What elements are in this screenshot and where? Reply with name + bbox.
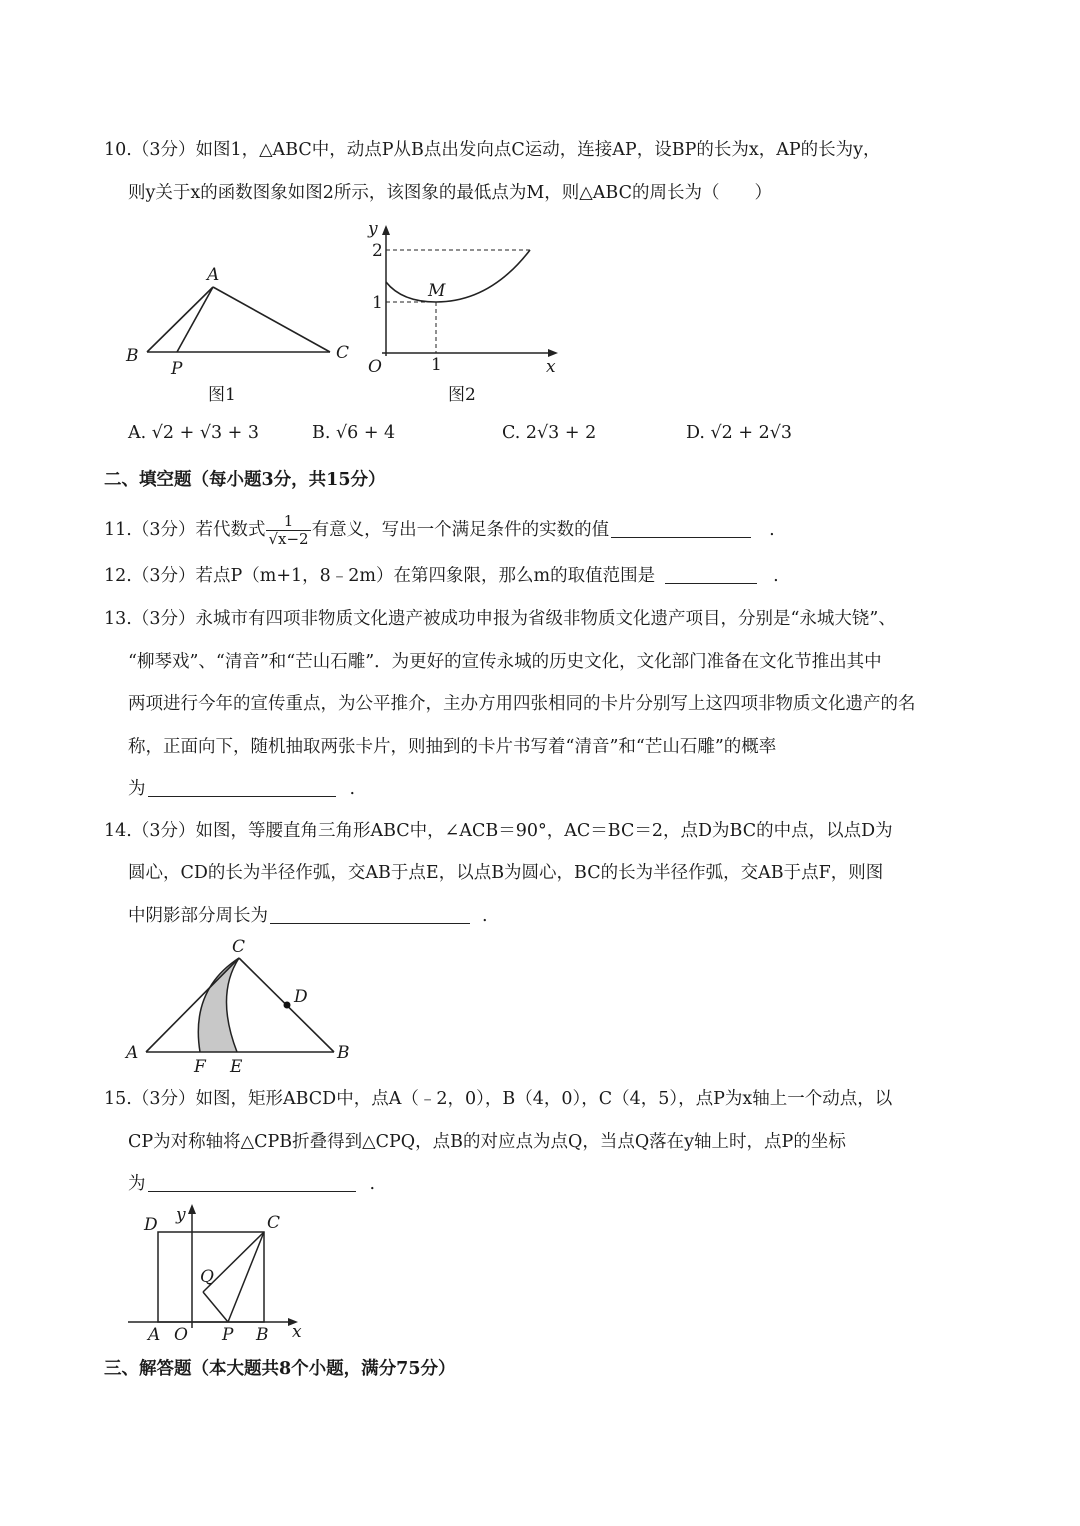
segment-ba bbox=[147, 287, 213, 352]
segment-cp bbox=[228, 1232, 264, 1322]
q11-fraction bbox=[266, 513, 310, 548]
label-d: D bbox=[294, 987, 308, 1007]
label-p: P bbox=[222, 1325, 234, 1345]
q14-figure bbox=[120, 930, 360, 1080]
fig2-caption: 图2 bbox=[448, 385, 476, 405]
q11-line bbox=[104, 513, 775, 548]
tick-x1: 1 bbox=[431, 355, 442, 375]
option-b: B. √6 + 4 bbox=[312, 423, 396, 443]
q13-line4: 称，正面向下，随机抽取两张卡片，则抽到的卡片书写着“清音”和“芒山石雕”的概率 bbox=[128, 737, 777, 757]
section-2-heading: 二、填空题（每小题3分，共15分） bbox=[104, 470, 386, 490]
segment-ap bbox=[177, 287, 213, 352]
option-c: C. 2√3 + 2 bbox=[502, 423, 597, 443]
q13-end: . bbox=[349, 779, 356, 799]
segment-ac bbox=[213, 287, 330, 352]
q15-end: . bbox=[369, 1174, 376, 1194]
q12-text: 12.（3分）若点P（m+1，8﹣2m）在第四象限，那么m的取值范围是 bbox=[104, 566, 656, 586]
label-p: P bbox=[171, 359, 183, 379]
tick-y1: 1 bbox=[372, 293, 383, 313]
function-curve bbox=[386, 250, 530, 302]
fig1-caption: 图1 bbox=[208, 385, 236, 405]
label-q: Q bbox=[200, 1267, 214, 1287]
q11-end: . bbox=[769, 520, 775, 540]
q12-end: . bbox=[773, 566, 779, 586]
q13-line1: 13.（3分）永城市有四项非物质文化遗产被成功申报为省级非物质文化遗产项目，分别是“永城大铙”、 bbox=[104, 609, 896, 629]
q11-answer-blank[interactable] bbox=[611, 519, 751, 538]
y-axis-arrow bbox=[382, 225, 390, 235]
option-a: A. √2 + √3 + 3 bbox=[128, 423, 260, 443]
q13-line2: “柳琴戏”、“清音”和“芒山石雕”．为更好的宣传永城的历史文化，文化部门准备在文化节推出其中 bbox=[128, 652, 882, 672]
label-b: B bbox=[126, 346, 139, 366]
q10-line1: 10.（3分）如图1，△ABC中，动点P从B点出发向点C运动，连接AP，设BP的长为x，AP的长为y， bbox=[104, 140, 881, 160]
label-e: E bbox=[230, 1057, 243, 1077]
axis-label-y: y bbox=[176, 1205, 186, 1225]
label-c: C bbox=[336, 343, 350, 363]
q14-line1: 14.（3分）如图，等腰直角三角形ABC中，∠ACB＝90°，AC＝BC＝2，点D为BC的中点，以点D为 bbox=[104, 821, 893, 841]
q15-line1: 15.（3分）如图，矩形ABCD中，点A（﹣2，0），B（4，0），C（4，5），点P为x轴上一个动点，以 bbox=[104, 1089, 893, 1109]
q15-figure bbox=[120, 1200, 320, 1350]
q11-numerator: 1 bbox=[266, 513, 310, 531]
label-b: B bbox=[256, 1325, 269, 1345]
label-c: C bbox=[267, 1213, 281, 1233]
section-3-heading: 三、解答题（本大题共8个小题，满分75分） bbox=[104, 1359, 456, 1379]
x-axis-arrow bbox=[548, 349, 558, 357]
label-a: A bbox=[126, 1043, 139, 1063]
tick-y2: 2 bbox=[372, 241, 383, 261]
label-f: F bbox=[194, 1057, 206, 1077]
label-c: C bbox=[232, 937, 246, 957]
axis-label-y: y bbox=[368, 219, 378, 239]
q11-prefix: 11.（3分）若代数式 bbox=[104, 520, 266, 540]
axis-label-x: x bbox=[292, 1322, 302, 1342]
q15-prefix: 为 bbox=[128, 1174, 146, 1194]
q14-end: . bbox=[482, 906, 488, 926]
axis-label-x: x bbox=[546, 357, 556, 377]
q14-line3 bbox=[128, 904, 488, 928]
q10-line2: 则y关于x的函数图象如图2所示，该图象的最低点为M，则△ABC的周长为（ ） bbox=[128, 183, 772, 203]
label-m: M bbox=[428, 281, 446, 301]
q11-suffix: 有意义，写出一个满足条件的实数的值 bbox=[311, 520, 610, 540]
q15-line2: CP为对称轴将△CPB折叠得到△CPQ，点B的对应点为点Q，当点Q落在y轴上时，点P的坐标 bbox=[128, 1132, 846, 1152]
q13-line3: 两项进行今年的宣传重点，为公平推介，主办方用四张相同的卡片分别写上这四项非物质文化遗产的名 bbox=[128, 694, 916, 714]
q15-answer-blank[interactable] bbox=[148, 1173, 356, 1192]
q10-figure-2 bbox=[360, 220, 570, 410]
q12-answer-blank[interactable] bbox=[665, 565, 757, 584]
q14-prefix: 中阴影部分周长为 bbox=[128, 906, 268, 926]
label-o: O bbox=[174, 1325, 188, 1345]
label-a: A bbox=[207, 265, 220, 285]
q14-line2: 圆心，CD的长为半径作弧，交AB于点E，以点B为圆心，BC的长为半径作弧，交AB于点F，则图 bbox=[128, 863, 884, 883]
label-o: O bbox=[368, 357, 382, 377]
point-d bbox=[284, 1002, 291, 1009]
segment-qp bbox=[203, 1292, 228, 1322]
q15-line3 bbox=[128, 1172, 375, 1196]
q12-line bbox=[104, 564, 779, 588]
y-axis-arrow bbox=[188, 1204, 196, 1214]
label-d: D bbox=[144, 1215, 158, 1235]
q13-prefix: 为 bbox=[128, 779, 146, 799]
label-a: A bbox=[148, 1325, 161, 1345]
q14-answer-blank[interactable] bbox=[270, 905, 470, 924]
q11-denominator: √x−2 bbox=[268, 530, 309, 548]
label-b: B bbox=[337, 1043, 350, 1063]
q10-figure-1 bbox=[120, 260, 360, 410]
option-d: D. √2 + 2√3 bbox=[686, 423, 793, 443]
q13-line5 bbox=[128, 777, 355, 801]
q13-answer-blank[interactable] bbox=[148, 778, 336, 797]
